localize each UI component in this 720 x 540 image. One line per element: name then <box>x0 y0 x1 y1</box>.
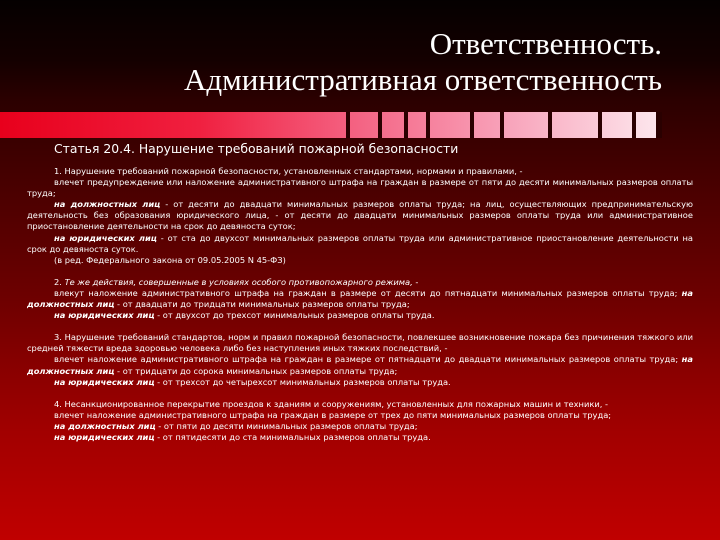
bar-divider <box>598 112 602 138</box>
bar-divider <box>426 112 430 138</box>
legal-text: - от двухсот до трехсот минимальных размеров оплаты труда. <box>154 310 435 321</box>
slide-title <box>42 26 662 98</box>
part-1-legal <box>27 233 693 255</box>
part-3-legal <box>27 377 693 388</box>
part-4-legal <box>27 432 693 443</box>
part-2-intro-italic: Те же действия, совершенные в условиях особого противопожарного режима, <box>64 276 413 287</box>
bar-divider <box>346 112 350 138</box>
part-3-sanction-text: влечет наложение административного штрафа на граждан в размере от пятнадцати до двадцати минимальных размеров оплаты труда; <box>54 354 682 365</box>
part-4-intro: 4. Несанкционированное перекрытие проездов к зданиям и сооружениям, установленных для пожарных машин и техники, - <box>54 398 609 409</box>
bar-divider <box>656 112 662 138</box>
legal-label: на юридических лиц <box>54 310 155 321</box>
article-heading: Статья 20.4. Нарушение требований пожарной безопасности <box>54 141 459 156</box>
part-4-officials <box>27 421 693 432</box>
part-2-legal <box>27 310 693 321</box>
officials-label: на должностных лиц <box>54 420 156 431</box>
officials-text: - от пяти до десяти минимальных размеров оплаты труда; <box>155 420 418 431</box>
bar-divider <box>404 112 408 138</box>
part-3-intro: 3. Нарушение требований стандартов, норм и правил пожарной безопасности, повлекшее возникновение пожара без причинения тяжкого или средней тяжести вреда здоровью человека либо без наступления иных тяжких последствий, - <box>27 332 693 354</box>
part-1-intro: 1. Нарушение требований пожарной безопасности, установленных стандартами, нормами и правилами, - <box>54 166 523 176</box>
part-1-officials <box>27 199 693 232</box>
officials-label: на должностных лиц <box>54 199 161 210</box>
officials-label: на должностных лиц <box>27 354 693 376</box>
part-1-sanction: влечет предупреждение или наложение административного штрафа на граждан в размере от пяти до десяти минимальных размеров оплаты труда; <box>27 177 693 199</box>
part-2-intro <box>27 277 693 288</box>
spacer <box>27 321 693 332</box>
part-2-intro-tail: - <box>412 276 419 287</box>
legal-label: на юридических лиц <box>54 376 155 387</box>
part-2-sanction <box>27 288 693 310</box>
part-4-sanction: влечет наложение административного штрафа на граждан в размере от трех до пяти минимальных размеров оплаты труда; <box>54 409 612 420</box>
decorative-gradient-bar <box>0 112 662 138</box>
part-1-edition-note: (в ред. Федерального закона от 09.05.2005 N 45-ФЗ) <box>54 254 286 265</box>
officials-text: - от двадцати до тридцати минимальных размеров оплаты труда; <box>114 299 410 310</box>
slide-title-line-2: Административная ответственность <box>183 62 662 97</box>
spacer <box>27 266 693 277</box>
legal-text: - от пятидесяти до ста минимальных размеров оплаты труда. <box>154 431 431 442</box>
bar-divider <box>470 112 474 138</box>
officials-text: - от десяти до двадцати минимальных размеров оплаты труда; на лиц, осуществляющих предпринимательскую деятельность без образования юридического лица, - от десяти до двадцати минимальных размеров оплаты труда или административное приостановление деятельности на срок до девяноста суток; <box>27 199 693 232</box>
legal-text: - от ста до двухсот минимальных размеров оплаты труда или административное приостановление деятельности на срок до девяноста суток. <box>27 232 693 254</box>
bar-divider <box>500 112 504 138</box>
legal-label: на юридических лиц <box>54 232 157 243</box>
officials-text: - от тридцати до сорока минимальных размеров оплаты труда; <box>114 365 398 376</box>
bar-divider <box>632 112 636 138</box>
officials-label: на должностных лиц <box>27 287 693 310</box>
article-body <box>27 166 693 443</box>
part-2-sanction-text: влекут наложение административного штрафа на граждан в размере от десяти до пятнадцати минимальных размеров оплаты труда; <box>54 287 682 298</box>
legal-label: на юридических лиц <box>54 431 155 442</box>
part-3-sanction <box>27 354 693 376</box>
slide-title-line-1: Ответственность. <box>429 26 662 61</box>
bar-divider <box>378 112 382 138</box>
spacer <box>27 388 693 399</box>
legal-text: - от трехсот до четырехсот минимальных размеров оплаты труда. <box>154 376 451 387</box>
part-2-number: 2. <box>54 276 65 287</box>
bar-divider <box>548 112 552 138</box>
